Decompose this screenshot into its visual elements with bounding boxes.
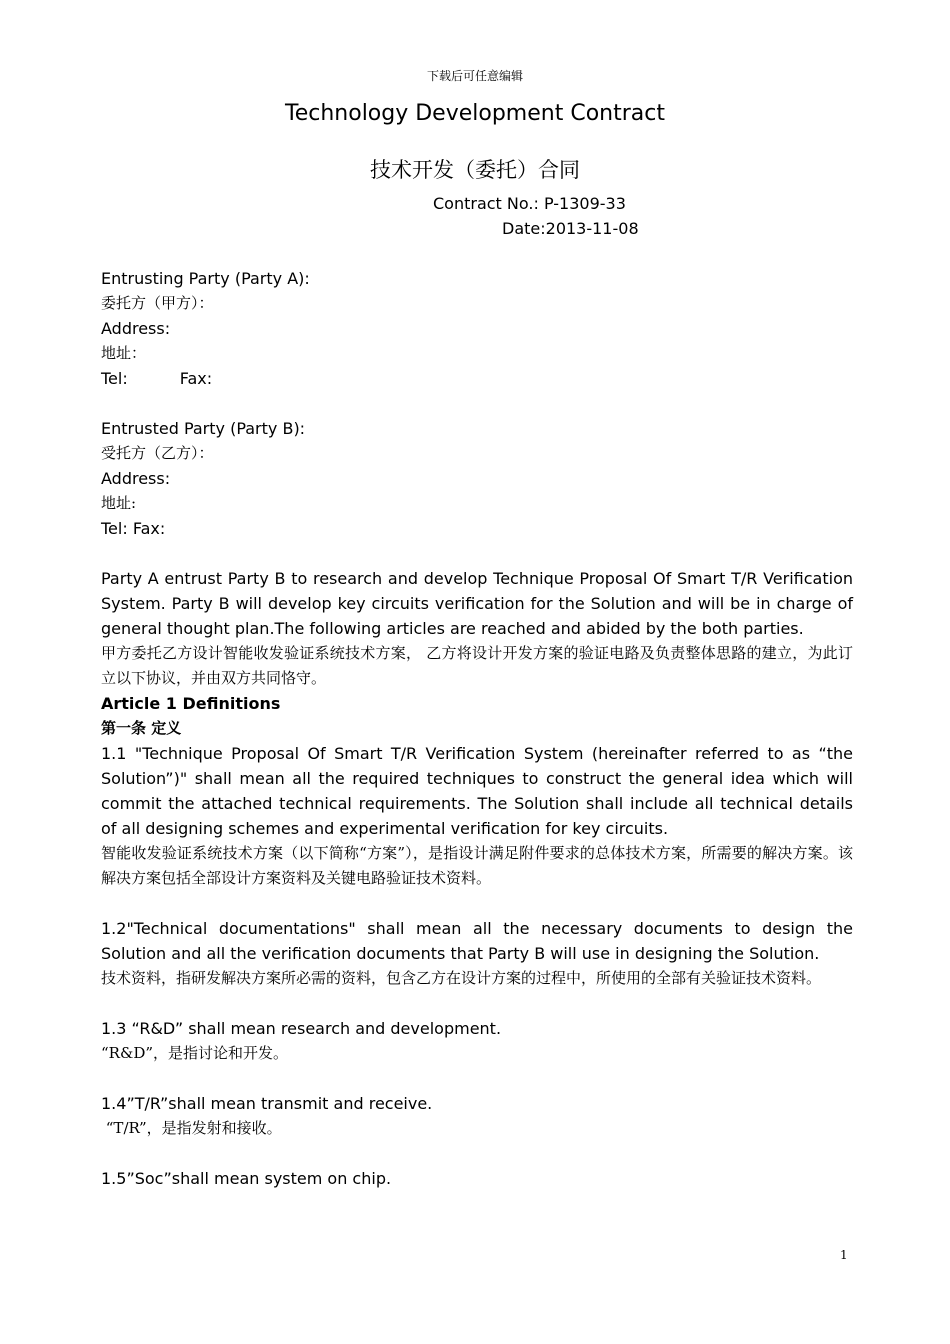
article-1-heading-cn: 第一条 定义 (101, 719, 182, 737)
party-a-address-cn: 地址： (101, 344, 147, 362)
intro-paragraph-cn: 甲方委托乙方设计智能收发验证系统技术方案， 乙方将设计开发方案的验证电路及负责整体思路的建立，为此订立以下协议，并由双方共同恪守。 (101, 644, 853, 687)
clause-1-3-en: 1.3 “R&D” shall mean research and development. (101, 1019, 502, 1038)
clause-1-3-cn: “R&D”，是指讨论和开发。 (101, 1044, 289, 1062)
clause-1-4-cn: “T/R”，是指发射和接收。 (101, 1119, 282, 1137)
party-a-tel: Tel: (101, 369, 128, 388)
clause-1-1-cn: 智能收发验证系统技术方案（以下简称“方案”），是指设计满足附件要求的总体技术方案，所需要的解决方案。该解决方案包括全部设计方案资料及关键电路验证技术资料。 (101, 844, 853, 887)
party-b-contact (101, 516, 853, 541)
party-b-label-cn: 受托方（乙方）： (101, 444, 214, 462)
contract-date: Date:2013-11-08 (502, 219, 639, 238)
clause-1-1-en: 1.1 "Technique Proposal Of Smart T/R Verification System (hereinafter referred to as “the Solution”)" shall mean all the required techniques to construct the general idea which will commit the attached technical requirements. The Solution shall include all technical details of all designing schemes and experimental verification for key circuits. (101, 744, 853, 838)
party-a-label-cn: 委托方（甲方）： (101, 294, 214, 312)
party-b-fax: Fax: (132, 519, 166, 538)
document-body (101, 266, 853, 1191)
intro-paragraph-en: Party A entrust Party B to research and develop Technique Proposal Of Smart T/R Verification System. Party B will develop key circuits verification for the Solution and will be in charge of general thought plan.The following articles are reached and abided by the both parties. (101, 569, 853, 638)
clause-1-5-en: 1.5”Soc”shall mean system on chip. (101, 1169, 392, 1188)
party-b-tel: Tel: (101, 519, 128, 538)
party-a-label-en: Entrusting Party (Party A): (101, 269, 310, 288)
party-a-address-en: Address: (101, 319, 171, 338)
party-a-contact (101, 366, 853, 391)
clause-1-4-en: 1.4”T/R”shall mean transmit and receive. (101, 1094, 433, 1113)
title-english: Technology Development Contract (285, 101, 665, 126)
title-chinese: 技术开发（委托）合同 (370, 158, 580, 182)
clause-1-2-en: 1.2"Technical documentations" shall mean all the necessary documents to design the Solution and all the verification documents that Party B will use in designing the Solution. (101, 919, 853, 963)
article-1-heading-en: Article 1 Definitions (101, 694, 281, 713)
party-b-address-en: Address: (101, 469, 171, 488)
party-a-fax: Fax: (179, 369, 213, 388)
contract-number: Contract No.: P-1309-33 (433, 194, 626, 213)
party-b-label-en: Entrusted Party (Party B): (101, 419, 306, 438)
page-number: 1 (840, 1248, 848, 1262)
party-b-address-cn: 地址: (101, 494, 137, 512)
clause-1-2-cn: 技术资料，指研发解决方案所必需的资料，包含乙方在设计方案的过程中，所使用的全部有关验证技术资料。 (101, 969, 822, 987)
header-note: 下载后可任意编辑 (426, 69, 523, 83)
